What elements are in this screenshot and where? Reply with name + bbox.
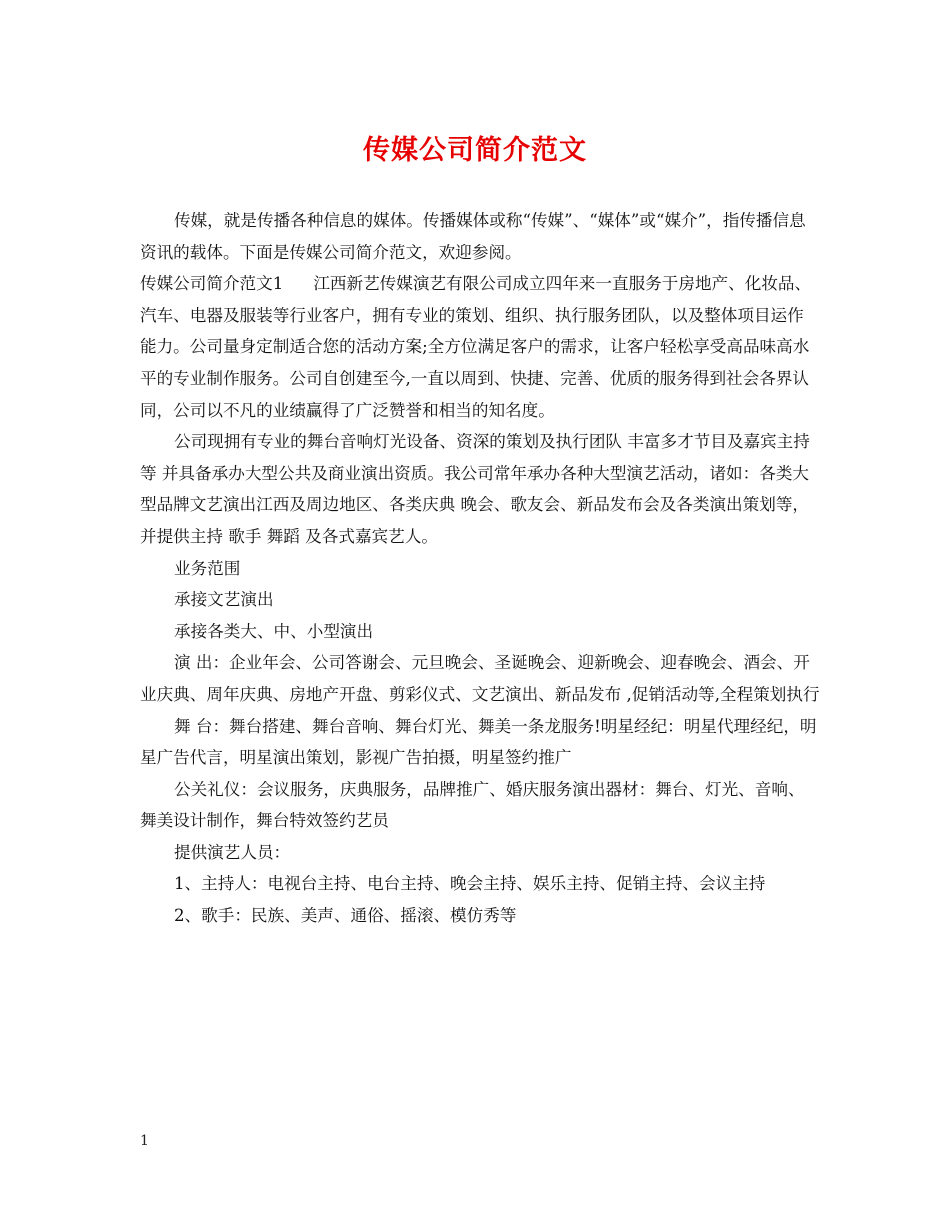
intro-paragraph: 传媒，就是传播各种信息的媒体。传播媒体或称“传媒”、“媒体”或“媒介”，指传播信息资讯的载体。下面是传媒公司简介范文，欢迎参阅。: [140, 211, 806, 262]
service-line-sizes: 承接各类大、中、小型演出: [174, 621, 374, 641]
document-body: [140, 205, 820, 932]
sample-text: 江西新艺传媒演艺有限公司成立四年来一直服务于房地产、化妆品、汽车、电器及服装等行业客户，拥有专业的策划、组织、执行服务团队，以及整体项目运作能力。公司量身定制适合您的活动方案;全方位满足客户的需求，让客户轻松享受高品味高水平的专业制作服务。公司自创建至今,一直以周到、快捷、完善、优质的服务得到社会各界认同，公司以不凡的业绩赢得了广泛赞誉和相当的知名度。: [140, 274, 812, 420]
document-title: 传媒公司简介范文: [363, 135, 587, 166]
service-line-performances: 承接文艺演出: [174, 590, 274, 610]
sample-paragraph: [140, 268, 820, 426]
service-item-shows: 演 出：企业年会、公司答谢会、元旦晚会、圣诞晚会、迎新晚会、迎春晚会、酒会、开业庆典、周年庆典、房地产开盘、剪彩仪式、文艺演出、新品发布 ,促销活动等,全程策划执行: [140, 653, 820, 704]
section-heading-business-scope: 业务范围: [174, 558, 241, 578]
service-item-stage: 舞 台：舞台搭建、舞台音响、舞台灯光、舞美一条龙服务!明星经纪：明星代理经纪，明星广告代言，明星演出策划，影视广告拍摄，明星签约推广: [140, 716, 817, 768]
sample-label: 传媒公司简介范文1: [140, 274, 284, 294]
page-number: 1: [140, 1133, 149, 1149]
service-item-pr: 公关礼仪：会议服务，庆典服务，品牌推广、婚庆服务演出器材：舞台、灯光、音响、舞美设计制作，舞台特效签约艺员: [140, 779, 805, 831]
section-heading-performers: 提供演艺人员：: [174, 842, 291, 862]
performer-item-singers: 2、歌手：民族、美声、通俗、摇滚、模仿秀等: [174, 906, 517, 926]
performer-item-hosts: 1、主持人：电视台主持、电台主持、晚会主持、娱乐主持、促销主持、会议主持: [174, 874, 766, 894]
resources-paragraph: 公司现拥有专业的舞台音响灯光设备、资深的策划及执行团队 丰富多才节目及嘉宾主持等 并具备承办大型公共及商业演出资质。我公司常年承办各种大型演艺活动，诸如：各类大型品牌文艺演出江西及周边地区、各类庆典 晚会、歌友会、新品发布会及各类演出策划等，并提供主持 歌手 舞蹈 及各式嘉宾艺人。: [140, 432, 810, 546]
